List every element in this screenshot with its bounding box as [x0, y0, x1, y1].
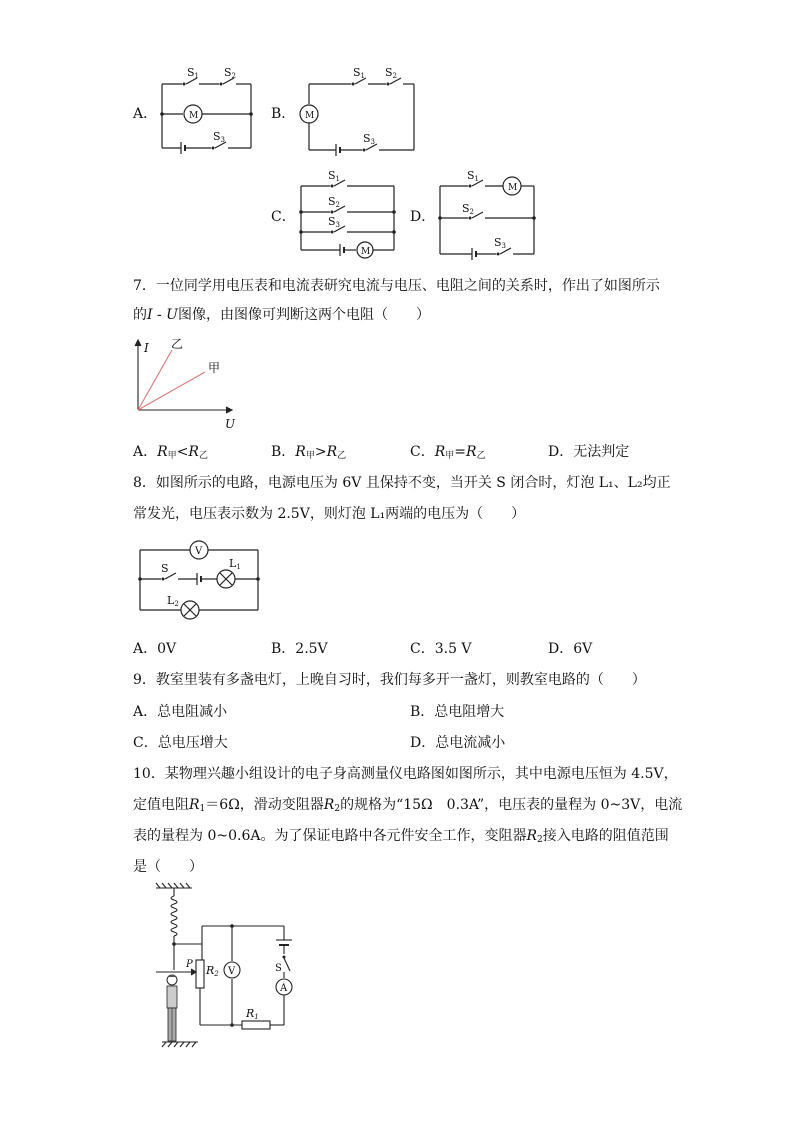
r2-label: R2 — [206, 964, 219, 978]
s3-label-b: S3 — [363, 132, 376, 146]
x-axis-label: U — [225, 417, 235, 430]
option-b-label: B． — [271, 106, 296, 122]
q9-stem: 9．教室里装有多盏电灯，上晚自习时，我们每多开一盏灯，则教室电路的（ ） — [133, 672, 646, 688]
voltmeter-label-q10: V — [228, 966, 236, 977]
q10-stem-line3: 表的量程为 0~0.6A。为了保证电路中各元件安全工作，变阻器$R_2$接入电路的阻值范围 — [133, 828, 669, 845]
s1-label: S1 — [187, 66, 200, 80]
switch-label-q10: S — [275, 963, 282, 974]
line-yi-label: 乙 — [171, 337, 184, 351]
s1-label-c: S1 — [328, 169, 341, 183]
s1-label-d: S1 — [467, 169, 480, 183]
s2-label-c: S2 — [328, 195, 341, 209]
y-axis-label: I — [144, 341, 149, 355]
q9-option-d: D．总电流减小 — [410, 735, 506, 751]
s3-label-c: S3 — [328, 215, 341, 229]
q7-option-c: C．$R_甲=R_乙$ — [410, 444, 486, 461]
s2-label-d: S2 — [462, 202, 475, 216]
option-a-label: A． — [133, 106, 158, 122]
q7-stem-line1: 7．一位同学用电压表和电流表研究电流与电压、电阻之间的关系时，作出了如图所示 — [133, 278, 660, 294]
option-c-label: C． — [271, 209, 296, 225]
l1-label: L1 — [229, 557, 241, 571]
line-jia-label: 甲 — [208, 361, 221, 375]
q7-option-d: D．无法判定 — [548, 444, 630, 460]
iu-graph — [125, 334, 235, 430]
q8-stem-line2: 常发光，电压表示数为 2.5V，则灯泡 L₁两端的电压为（ ） — [133, 506, 526, 522]
s2-label-b: S2 — [385, 66, 398, 80]
q8-option-a: A．0V — [133, 641, 177, 657]
s2-label: S2 — [224, 66, 237, 80]
q7-option-b: B．$R_甲>R_乙$ — [271, 444, 347, 461]
voltmeter-label: V — [195, 546, 203, 557]
circuit-diagram-d — [434, 166, 540, 260]
switch-label: S — [161, 562, 169, 575]
line-yi — [138, 350, 172, 410]
motor-label-d: M — [508, 183, 518, 193]
motor-label-c: M — [361, 247, 371, 257]
q8-option-d: D．6V — [548, 641, 593, 657]
s1-label-b: S1 — [353, 66, 366, 80]
s3-label: S3 — [213, 130, 226, 144]
q9-option-c: C．总电压增大 — [133, 735, 228, 751]
q7-option-a: A．$R_甲<R_乙$ — [133, 444, 208, 461]
circuit-diagram-c — [294, 166, 402, 266]
q10-stem-line2: 定值电阻$R_1=6\Omega$，滑动变阻器$R_2$的规格为“15Ω 0.3A”，电压表的量程为 0~3V，电流 — [133, 797, 683, 814]
q7-stem-line2: 的I - U图像，由图像可判断这两个电阻（ ） — [133, 307, 430, 323]
q9-option-a: A．总电阻减小 — [133, 704, 228, 720]
height-meter-circuit — [148, 880, 308, 1055]
q9-option-b: B．总电阻增大 — [410, 704, 505, 720]
q10-stem-line1: 10．某物理兴趣小组设计的电子身高测量仪电路图如图所示，其中电源电压恒为 4.5V， — [133, 766, 678, 782]
q10-stem-line4: 是（ ） — [133, 859, 203, 875]
motor-label-b: M — [305, 111, 315, 121]
l2-label: L2 — [167, 594, 179, 608]
circuit-diagram-a — [155, 62, 255, 162]
circuit-diagram-b — [296, 62, 421, 162]
q8-circuit — [133, 536, 263, 626]
s3-label-d: S3 — [494, 236, 507, 250]
q8-option-c: C．3.5 V — [410, 641, 472, 657]
person-icon — [167, 975, 177, 1042]
slider-p-label: P — [186, 959, 193, 970]
line-jia — [138, 372, 205, 410]
motor-label: M — [189, 111, 199, 121]
ammeter-label: A — [280, 983, 288, 994]
option-d-label: D． — [410, 209, 436, 225]
q8-option-b: B．2.5V — [271, 641, 328, 657]
q8-stem-line1: 8．如图所示的电路，电源电压为 6V 且保持不变，当开关 S 闭合时，灯泡 L₁、L₂均正 — [133, 475, 671, 491]
r1-label: R1 — [246, 1007, 259, 1021]
